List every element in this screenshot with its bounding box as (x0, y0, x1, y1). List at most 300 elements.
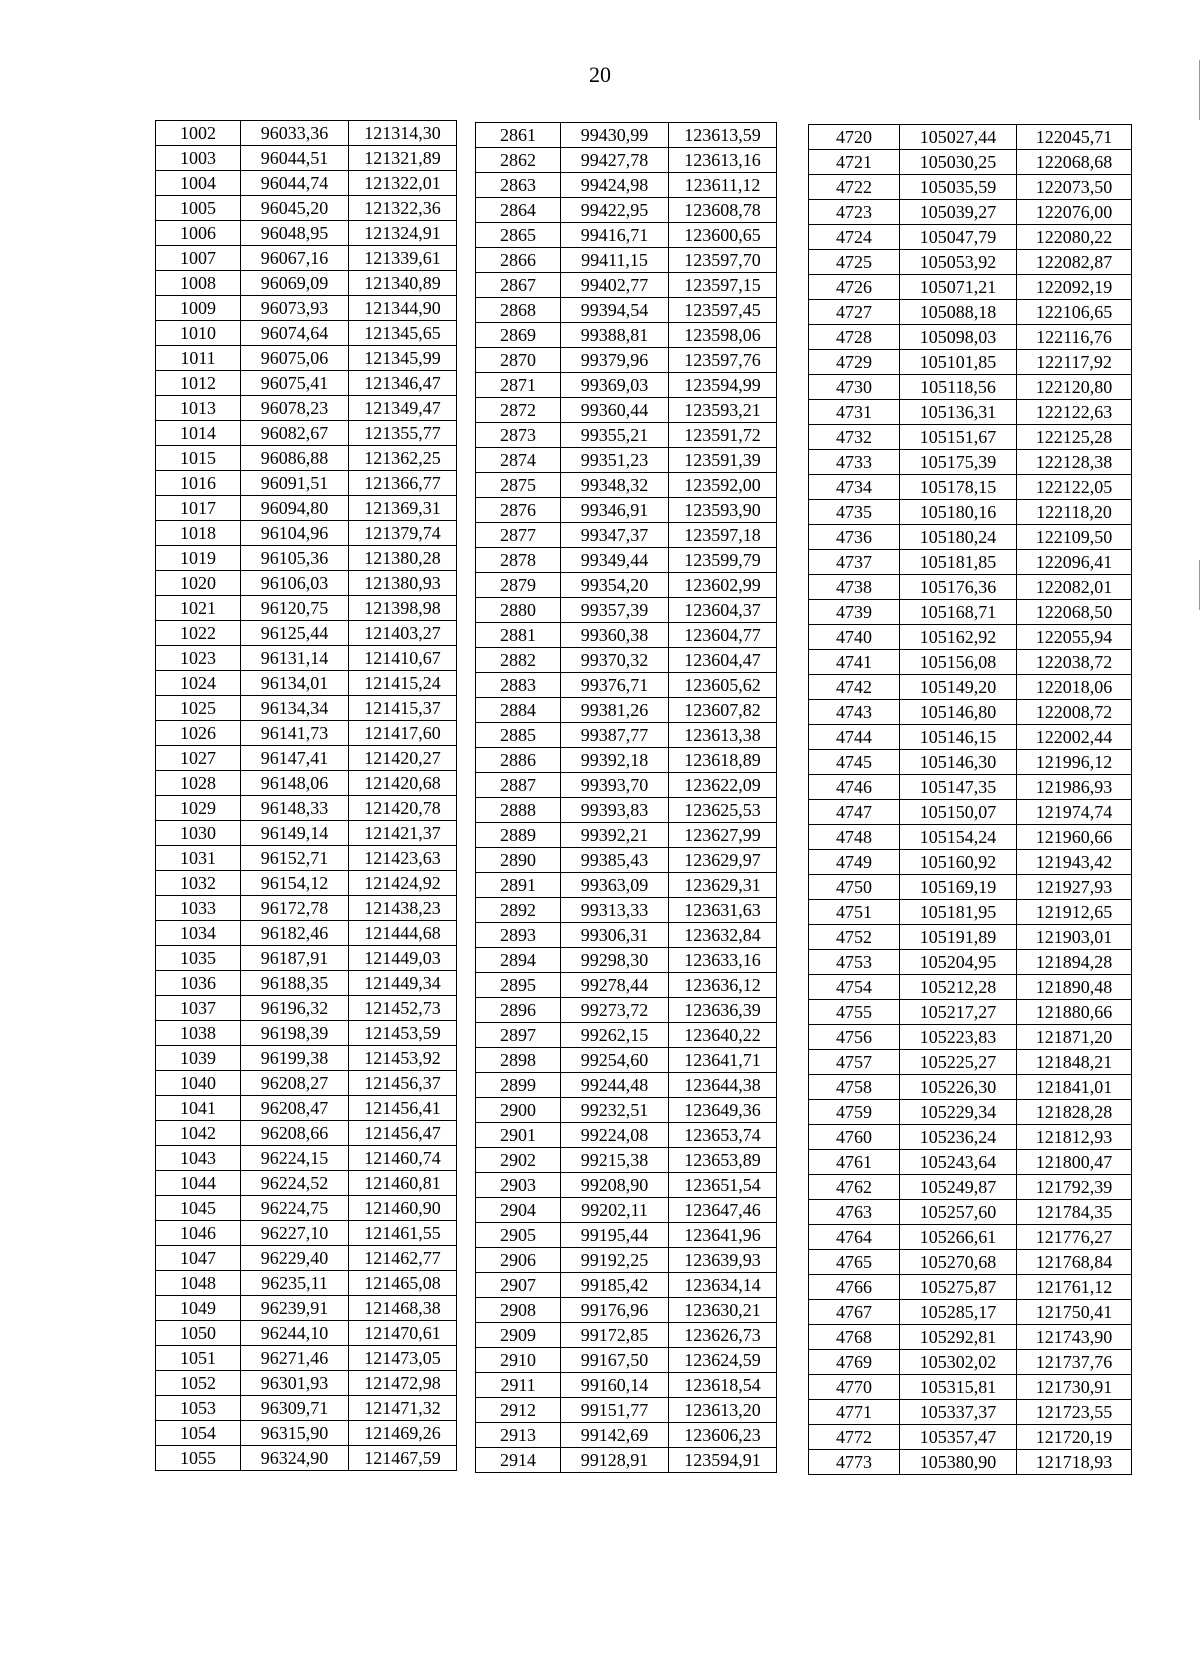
x-coordinate-cell: 99360,44 (561, 398, 669, 423)
point-number-cell: 1018 (156, 521, 241, 546)
x-coordinate-cell: 96229,40 (241, 1246, 349, 1271)
point-number-cell: 1006 (156, 221, 241, 246)
point-number-cell: 1028 (156, 771, 241, 796)
x-coordinate-cell: 105175,39 (900, 450, 1017, 475)
point-number-cell: 1031 (156, 846, 241, 871)
point-number-cell: 2871 (476, 373, 561, 398)
table-row (156, 446, 457, 471)
x-coordinate-cell: 96227,10 (241, 1221, 349, 1246)
y-coordinate-cell: 121469,26 (349, 1421, 457, 1446)
point-number-cell: 1024 (156, 671, 241, 696)
point-number-cell: 1017 (156, 496, 241, 521)
table-row (809, 1275, 1132, 1300)
y-coordinate-cell: 122068,50 (1017, 600, 1132, 625)
point-number-cell: 4738 (809, 575, 900, 600)
point-number-cell: 2883 (476, 673, 561, 698)
point-number-cell: 2893 (476, 923, 561, 948)
table-row (476, 1048, 777, 1073)
y-coordinate-cell: 123598,06 (669, 323, 777, 348)
point-number-cell: 4768 (809, 1325, 900, 1350)
y-coordinate-cell: 121314,30 (349, 121, 457, 146)
table-row (156, 646, 457, 671)
x-coordinate-cell: 96148,33 (241, 796, 349, 821)
x-coordinate-cell: 105136,31 (900, 400, 1017, 425)
x-coordinate-cell: 105249,87 (900, 1175, 1017, 1200)
table-row (476, 723, 777, 748)
table-row (156, 196, 457, 221)
table-row (476, 1098, 777, 1123)
y-coordinate-cell: 121460,81 (349, 1171, 457, 1196)
x-coordinate-cell: 105285,17 (900, 1300, 1017, 1325)
point-number-cell: 4773 (809, 1450, 900, 1475)
point-number-cell: 1050 (156, 1321, 241, 1346)
table-row (156, 1271, 457, 1296)
table-row (809, 950, 1132, 975)
y-coordinate-cell: 121737,76 (1017, 1350, 1132, 1375)
x-coordinate-cell: 99357,39 (561, 598, 669, 623)
table-row (156, 471, 457, 496)
x-coordinate-cell: 96208,27 (241, 1071, 349, 1096)
table-row (156, 421, 457, 446)
table-row (156, 1446, 457, 1471)
table-row (809, 200, 1132, 225)
table-row (156, 521, 457, 546)
table-row (809, 1425, 1132, 1450)
x-coordinate-cell: 96075,06 (241, 346, 349, 371)
y-coordinate-cell: 121974,74 (1017, 800, 1132, 825)
table-row (476, 1223, 777, 1248)
point-number-cell: 4750 (809, 875, 900, 900)
y-coordinate-cell: 121410,67 (349, 646, 457, 671)
x-coordinate-cell: 99215,38 (561, 1148, 669, 1173)
point-number-cell: 2906 (476, 1248, 561, 1273)
x-coordinate-cell: 99128,91 (561, 1448, 669, 1473)
table-row (156, 246, 457, 271)
x-coordinate-cell: 96134,34 (241, 696, 349, 721)
x-coordinate-cell: 105302,02 (900, 1350, 1017, 1375)
y-coordinate-cell: 123593,90 (669, 498, 777, 523)
y-coordinate-cell: 121403,27 (349, 621, 457, 646)
point-number-cell: 4728 (809, 325, 900, 350)
table-row (156, 1096, 457, 1121)
y-coordinate-cell: 121380,93 (349, 571, 457, 596)
point-number-cell: 1019 (156, 546, 241, 571)
y-coordinate-cell: 123629,97 (669, 848, 777, 873)
y-coordinate-cell: 121880,66 (1017, 1000, 1132, 1025)
table-row (476, 523, 777, 548)
y-coordinate-cell: 121321,89 (349, 146, 457, 171)
x-coordinate-cell: 99298,30 (561, 948, 669, 973)
x-coordinate-cell: 105160,92 (900, 850, 1017, 875)
point-number-cell: 2892 (476, 898, 561, 923)
point-number-cell: 2874 (476, 448, 561, 473)
x-coordinate-cell: 99313,33 (561, 898, 669, 923)
point-number-cell: 1036 (156, 971, 241, 996)
y-coordinate-cell: 121472,98 (349, 1371, 457, 1396)
point-number-cell: 2862 (476, 148, 561, 173)
table-row (156, 771, 457, 796)
x-coordinate-cell: 96120,75 (241, 596, 349, 621)
point-number-cell: 1038 (156, 1021, 241, 1046)
x-coordinate-cell: 96198,39 (241, 1021, 349, 1046)
point-number-cell: 4723 (809, 200, 900, 225)
x-coordinate-cell: 105180,16 (900, 500, 1017, 525)
point-number-cell: 4730 (809, 375, 900, 400)
x-coordinate-cell: 96044,74 (241, 171, 349, 196)
table-row (156, 896, 457, 921)
y-coordinate-cell: 123641,96 (669, 1223, 777, 1248)
table-row (476, 548, 777, 573)
table-row (476, 398, 777, 423)
y-coordinate-cell: 122076,00 (1017, 200, 1132, 225)
point-number-cell: 2888 (476, 798, 561, 823)
point-number-cell: 1045 (156, 1196, 241, 1221)
y-coordinate-cell: 121398,98 (349, 596, 457, 621)
table-row (476, 1398, 777, 1423)
x-coordinate-cell: 96224,52 (241, 1171, 349, 1196)
y-coordinate-cell: 122125,28 (1017, 425, 1132, 450)
x-coordinate-cell: 96309,71 (241, 1396, 349, 1421)
x-coordinate-cell: 96069,09 (241, 271, 349, 296)
point-number-cell: 2902 (476, 1148, 561, 1173)
point-number-cell: 2905 (476, 1223, 561, 1248)
y-coordinate-cell: 121449,03 (349, 946, 457, 971)
point-number-cell: 4762 (809, 1175, 900, 1200)
point-number-cell: 2913 (476, 1423, 561, 1448)
point-number-cell: 1025 (156, 696, 241, 721)
y-coordinate-cell: 121467,59 (349, 1446, 457, 1471)
y-coordinate-cell: 121468,38 (349, 1296, 457, 1321)
point-number-cell: 1040 (156, 1071, 241, 1096)
table-row (476, 423, 777, 448)
table-row (476, 1373, 777, 1398)
y-coordinate-cell: 121355,77 (349, 421, 457, 446)
point-number-cell: 2867 (476, 273, 561, 298)
point-number-cell: 1003 (156, 146, 241, 171)
y-coordinate-cell: 123591,39 (669, 448, 777, 473)
table-row (476, 748, 777, 773)
point-number-cell: 2912 (476, 1398, 561, 1423)
x-coordinate-cell: 96106,03 (241, 571, 349, 596)
x-coordinate-cell: 99347,37 (561, 523, 669, 548)
point-number-cell: 1004 (156, 171, 241, 196)
x-coordinate-cell: 105337,37 (900, 1400, 1017, 1425)
point-number-cell: 2897 (476, 1023, 561, 1048)
y-coordinate-cell: 123592,00 (669, 473, 777, 498)
point-number-cell: 1047 (156, 1246, 241, 1271)
point-number-cell: 2873 (476, 423, 561, 448)
point-number-cell: 4751 (809, 900, 900, 925)
y-coordinate-cell: 122109,50 (1017, 525, 1132, 550)
point-number-cell: 4737 (809, 550, 900, 575)
x-coordinate-cell: 105039,27 (900, 200, 1017, 225)
table-row (156, 721, 457, 746)
point-number-cell: 2891 (476, 873, 561, 898)
table-row (809, 1375, 1132, 1400)
point-number-cell: 2904 (476, 1198, 561, 1223)
table-row (476, 148, 777, 173)
x-coordinate-cell: 99430,99 (561, 123, 669, 148)
x-coordinate-cell: 105146,80 (900, 700, 1017, 725)
y-coordinate-cell: 123631,63 (669, 898, 777, 923)
y-coordinate-cell: 121380,28 (349, 546, 457, 571)
x-coordinate-cell: 96125,44 (241, 621, 349, 646)
y-coordinate-cell: 123636,39 (669, 998, 777, 1023)
y-coordinate-cell: 121792,39 (1017, 1175, 1132, 1200)
y-coordinate-cell: 122068,68 (1017, 150, 1132, 175)
point-number-cell: 2911 (476, 1373, 561, 1398)
x-coordinate-cell: 99278,44 (561, 973, 669, 998)
x-coordinate-cell: 99424,98 (561, 173, 669, 198)
point-number-cell: 4735 (809, 500, 900, 525)
y-coordinate-cell: 121800,47 (1017, 1150, 1132, 1175)
y-coordinate-cell: 123649,36 (669, 1098, 777, 1123)
point-number-cell: 4734 (809, 475, 900, 500)
y-coordinate-cell: 121449,34 (349, 971, 457, 996)
x-coordinate-cell: 99385,43 (561, 848, 669, 873)
x-coordinate-cell: 99416,71 (561, 223, 669, 248)
table-row (809, 475, 1132, 500)
y-coordinate-cell: 123613,16 (669, 148, 777, 173)
point-number-cell: 4743 (809, 700, 900, 725)
y-coordinate-cell: 121344,90 (349, 296, 457, 321)
point-number-cell: 2863 (476, 173, 561, 198)
table-row (809, 600, 1132, 625)
y-coordinate-cell: 121460,74 (349, 1146, 457, 1171)
point-number-cell: 2908 (476, 1298, 561, 1323)
table-row (476, 848, 777, 873)
table-row (809, 675, 1132, 700)
table-row (476, 1348, 777, 1373)
table-row (476, 823, 777, 848)
y-coordinate-cell: 121461,55 (349, 1221, 457, 1246)
point-number-cell: 1029 (156, 796, 241, 821)
x-coordinate-cell: 99379,96 (561, 348, 669, 373)
x-coordinate-cell: 99349,44 (561, 548, 669, 573)
y-coordinate-cell: 121453,92 (349, 1046, 457, 1071)
x-coordinate-cell: 105181,85 (900, 550, 1017, 575)
x-coordinate-cell: 105098,03 (900, 325, 1017, 350)
table-row (809, 125, 1132, 150)
y-coordinate-cell: 121996,12 (1017, 750, 1132, 775)
point-number-cell: 1048 (156, 1271, 241, 1296)
table-row (809, 700, 1132, 725)
y-coordinate-cell: 123604,77 (669, 623, 777, 648)
y-coordinate-cell: 123597,70 (669, 248, 777, 273)
y-coordinate-cell: 121841,01 (1017, 1075, 1132, 1100)
point-number-cell: 4753 (809, 950, 900, 975)
x-coordinate-cell: 96104,96 (241, 521, 349, 546)
point-number-cell: 2903 (476, 1173, 561, 1198)
point-number-cell: 1051 (156, 1346, 241, 1371)
y-coordinate-cell: 121471,32 (349, 1396, 457, 1421)
x-coordinate-cell: 99224,08 (561, 1123, 669, 1148)
point-number-cell: 4771 (809, 1400, 900, 1425)
y-coordinate-cell: 122045,71 (1017, 125, 1132, 150)
y-coordinate-cell: 121415,37 (349, 696, 457, 721)
table-row (156, 1071, 457, 1096)
point-number-cell: 1026 (156, 721, 241, 746)
y-coordinate-cell: 122116,76 (1017, 325, 1132, 350)
point-number-cell: 4761 (809, 1150, 900, 1175)
table-row (809, 1350, 1132, 1375)
table-row (156, 571, 457, 596)
y-coordinate-cell: 121903,01 (1017, 925, 1132, 950)
y-coordinate-cell: 122120,80 (1017, 375, 1132, 400)
table-row (156, 1021, 457, 1046)
point-number-cell: 1010 (156, 321, 241, 346)
x-coordinate-cell: 105154,24 (900, 825, 1017, 850)
x-coordinate-cell: 96188,35 (241, 971, 349, 996)
table-row (156, 621, 457, 646)
table-row (809, 525, 1132, 550)
x-coordinate-cell: 96044,51 (241, 146, 349, 171)
x-coordinate-cell: 105217,27 (900, 1000, 1017, 1025)
table-row (156, 846, 457, 871)
y-coordinate-cell: 121776,27 (1017, 1225, 1132, 1250)
y-coordinate-cell: 122082,87 (1017, 250, 1132, 275)
table-row (809, 975, 1132, 1000)
y-coordinate-cell: 123594,99 (669, 373, 777, 398)
table-row (156, 596, 457, 621)
point-number-cell: 1032 (156, 871, 241, 896)
table-row (156, 546, 457, 571)
point-number-cell: 1044 (156, 1171, 241, 1196)
point-number-cell: 4757 (809, 1050, 900, 1075)
table-row (476, 1423, 777, 1448)
point-number-cell: 4742 (809, 675, 900, 700)
table-row (809, 575, 1132, 600)
table-row (156, 946, 457, 971)
y-coordinate-cell: 122106,65 (1017, 300, 1132, 325)
point-number-cell: 1041 (156, 1096, 241, 1121)
x-coordinate-cell: 105229,34 (900, 1100, 1017, 1125)
table-row (809, 875, 1132, 900)
table-row (156, 1346, 457, 1371)
table-row (476, 1123, 777, 1148)
x-coordinate-cell: 105181,95 (900, 900, 1017, 925)
x-coordinate-cell: 105151,67 (900, 425, 1017, 450)
point-number-cell: 4766 (809, 1275, 900, 1300)
point-number-cell: 2876 (476, 498, 561, 523)
x-coordinate-cell: 99306,31 (561, 923, 669, 948)
point-number-cell: 1035 (156, 946, 241, 971)
x-coordinate-cell: 105035,59 (900, 175, 1017, 200)
point-number-cell: 2899 (476, 1073, 561, 1098)
x-coordinate-cell: 99232,51 (561, 1098, 669, 1123)
y-coordinate-cell: 121743,90 (1017, 1325, 1132, 1350)
y-coordinate-cell: 123613,38 (669, 723, 777, 748)
table-row (476, 1448, 777, 1473)
table-row (476, 973, 777, 998)
x-coordinate-cell: 99393,83 (561, 798, 669, 823)
x-coordinate-cell: 99355,21 (561, 423, 669, 448)
point-number-cell: 4770 (809, 1375, 900, 1400)
y-coordinate-cell: 121456,37 (349, 1071, 457, 1096)
coordinate-table-1 (155, 120, 457, 1471)
table-row (476, 648, 777, 673)
y-coordinate-cell: 121379,74 (349, 521, 457, 546)
y-coordinate-cell: 123594,91 (669, 1448, 777, 1473)
point-number-cell: 4747 (809, 800, 900, 825)
x-coordinate-cell: 105270,68 (900, 1250, 1017, 1275)
table-row (476, 623, 777, 648)
x-coordinate-cell: 105191,89 (900, 925, 1017, 950)
y-coordinate-cell: 121424,92 (349, 871, 457, 896)
y-coordinate-cell: 121465,08 (349, 1271, 457, 1296)
point-number-cell: 2910 (476, 1348, 561, 1373)
x-coordinate-cell: 105118,56 (900, 375, 1017, 400)
y-coordinate-cell: 121369,31 (349, 496, 457, 521)
y-coordinate-cell: 121345,65 (349, 321, 457, 346)
y-coordinate-cell: 123627,99 (669, 823, 777, 848)
point-number-cell: 4755 (809, 1000, 900, 1025)
point-number-cell: 2889 (476, 823, 561, 848)
y-coordinate-cell: 121415,24 (349, 671, 457, 696)
x-coordinate-cell: 96048,95 (241, 221, 349, 246)
point-number-cell: 1034 (156, 921, 241, 946)
table-row (809, 225, 1132, 250)
y-coordinate-cell: 121345,99 (349, 346, 457, 371)
y-coordinate-cell: 122082,01 (1017, 575, 1132, 600)
y-coordinate-cell: 121890,48 (1017, 975, 1132, 1000)
point-number-cell: 2909 (476, 1323, 561, 1348)
x-coordinate-cell: 99392,18 (561, 748, 669, 773)
point-number-cell: 4748 (809, 825, 900, 850)
y-coordinate-cell: 121322,36 (349, 196, 457, 221)
x-coordinate-cell: 96074,64 (241, 321, 349, 346)
table-row (476, 873, 777, 898)
point-number-cell: 4744 (809, 725, 900, 750)
table-row (809, 825, 1132, 850)
y-coordinate-cell: 121960,66 (1017, 825, 1132, 850)
x-coordinate-cell: 99348,32 (561, 473, 669, 498)
table-row (476, 373, 777, 398)
point-number-cell: 4740 (809, 625, 900, 650)
table-row (809, 150, 1132, 175)
x-coordinate-cell: 96075,41 (241, 371, 349, 396)
table-row (156, 1046, 457, 1071)
point-number-cell: 1022 (156, 621, 241, 646)
y-coordinate-cell: 122002,44 (1017, 725, 1132, 750)
table-row (156, 121, 457, 146)
y-coordinate-cell: 123630,21 (669, 1298, 777, 1323)
point-number-cell: 4721 (809, 150, 900, 175)
table-row (809, 350, 1132, 375)
table-row (156, 971, 457, 996)
x-coordinate-cell: 105380,90 (900, 1450, 1017, 1475)
x-coordinate-cell: 105257,60 (900, 1200, 1017, 1225)
x-coordinate-cell: 96131,14 (241, 646, 349, 671)
table-row (809, 325, 1132, 350)
table-row (156, 371, 457, 396)
y-coordinate-cell: 122117,92 (1017, 350, 1132, 375)
table-row (156, 171, 457, 196)
table-row (476, 273, 777, 298)
point-number-cell: 1049 (156, 1296, 241, 1321)
x-coordinate-cell: 96224,15 (241, 1146, 349, 1171)
x-coordinate-cell: 105275,87 (900, 1275, 1017, 1300)
table-row (476, 1173, 777, 1198)
y-coordinate-cell: 121420,68 (349, 771, 457, 796)
point-number-cell: 1052 (156, 1371, 241, 1396)
table-row (809, 300, 1132, 325)
x-coordinate-cell: 96315,90 (241, 1421, 349, 1446)
x-coordinate-cell: 96082,67 (241, 421, 349, 446)
y-coordinate-cell: 123641,71 (669, 1048, 777, 1073)
x-coordinate-cell: 99346,91 (561, 498, 669, 523)
x-coordinate-cell: 105225,27 (900, 1050, 1017, 1075)
